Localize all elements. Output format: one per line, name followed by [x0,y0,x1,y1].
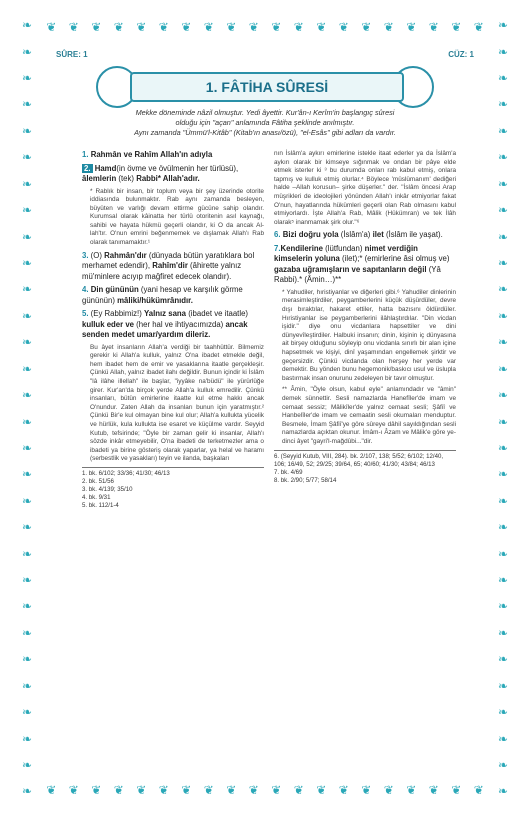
verse-bold: nimet verdiğin kimselerin yoluna [274,243,418,264]
left-border-ornament: ❧ ❧ ❧ ❧ ❧ ❧ ❧ ❧ ❧ ❧ ❧ ❧ ❧ ❧ ❧ ❧ ❧ ❧ ❧ ❧ ❧ ❧ ❧ ❧ ❧ ❧ ❧ ❧ ❧ ❧ [21,18,33,799]
right-column [274,150,456,485]
right-border-ornament: ❧ ❧ ❧ ❧ ❧ ❧ ❧ ❧ ❧ ❧ ❧ ❧ ❧ ❧ ❧ ❧ ❧ ❧ ❧ ❧ ❧ ❧ ❧ ❧ ❧ ❧ ❧ ❧ ❧ ❧ [497,18,509,799]
sura-title-box [130,72,404,102]
verse-text: (in övme ve övülmenin her türlüsü), [116,163,239,173]
verse-text: (İslâm'a) [338,230,373,240]
bottom-border-ornament: ❦ ❦ ❦ ❦ ❦ ❦ ❦ ❦ ❦ ❦ ❦ ❦ ❦ ❦ ❦ ❦ ❦ ❦ ❦ ❦ [46,783,484,797]
verse-text: (dünyada bütün yaratıklara bol merhamet edendir), [82,250,255,271]
verse-bold: Hamd [94,163,117,173]
commentary: Bu âyet insanların Allah'a verdiği bir taahhüttür. Bilmemiz gerekir ki Allah'a kulluk, yalnız O'na ibadet etmekle değil, hem ibadet hem de emir ve yasaklarına itaatle gerçekleşir. Çünkü Allah, yalnız ibadet ilahı değildir. Bunun içindir ki İslâm "lâ ilâhe illellah" ile başlar, "iyyâke na'büdü" ile yürürlüğe girer. Kur'an'da birçok yerde Allah'a kulluk emredilir. Çünkü insanları, bütün emirlerine itaatte kul etme hakkı ancak O'nundur. Zaten Allah da insanları bunun için yaratmıştır.² Çünkü Bir'e kul olmayan bine kul olur; Allah'a kullukta yücelik ve hürlük, kula kullukta ise esaret ve küçülme vardır. Seyyid Kutub, tefsirinde; "Öyle bir zaman gelir ki insanlar, Allah'ı sözde inkâr etmeyebilir, O'na ibadeti de terketmezler ama o ibadeti ya birine gösteriş olarak yaparlar, ya helal ve haramı (serbestlik ve yasakları) teyin ve ilanda, başkaları [90,343,264,463]
footnotes-right [274,450,456,485]
verse-6 [274,230,456,241]
sura-title: 1. FÂTİHA SÛRESİ [205,79,329,95]
verse-bold: mâliki/hükümrânıdır. [117,295,193,305]
commentary: ** Âmin, "Öyle olsun, kabul eyle" anlamındadır ve "âmin" demek sünnettir. Sesli namazlarda Hanefîler'de imam ve cemaat sessiz; Mâlikîler'de yalnız cemaat sesli; Şâfiî ve Hanbelîler'de imam ve cemaatin sesli okumaları menduptur. Besmele, İmam Şâfiî'ye göre sûreye dâhil sayıldığından sesli namazlarda açıktan okunur. İmâm-ı Âzam ve Mâlik'e göre yedinci âyet "gayri'l-mağdûbi..."dir. [282,386,456,445]
verse-4 [82,285,264,306]
juz-label: CÜZ: 1 [448,50,474,59]
verse-bold: Kendilerine [280,243,323,253]
intro-line: Mekke döneminde nâzil olmuştur. Yedi âyettir. Kur'ân-ı Kerîm'in başlangıç sûresi [135,108,395,117]
verse-text: (yani hesap ve karşılık görme gününün) [82,285,243,305]
footnote: 3. bk. 4/139; 35/10 [82,485,133,493]
verse-bold: Din gününün [90,285,139,295]
footnote: 1. bk. 6/102; 33/36; 41/30; 46/13 [82,469,170,477]
commentary: * Rablık bir insan, bir toplum veya bir şey üzerinde otorite iddiasında bulunmaktır. Rab aynı zamanda besleyen, büyüten ve varlığı devam ettirme gücüne sahip olandır. Kurumsal olarak kâinatta her türlü otoritenin asıl kaynağı, sahibi ve hayata hükmü geçerli olandır, ki O da ancak Allah'tır. O'nun emrini beğenmemek ve dışlamak Allah'ı Rab olarak tanımamaktır.¹ [90,187,264,247]
verse-number: 1. [82,150,89,159]
footnote: 6. (Seyyid Kutub, VIII, 284). bk. 2/107, 138; 5/52; 6/102; 12/40, 106; 16/49, 52; 29/25; 39/64, 65; 40/60; 41/30; 43/84; 46/13 [274,452,444,468]
verse-number: 3. [82,250,89,260]
verse-bold: ilet [372,230,384,240]
verse-text: (tek) [116,174,137,183]
sura-intro [76,108,454,138]
verse-number: 4. [82,285,89,295]
verse-text: (her hal ve ihtiyacımızda) [134,319,226,329]
verse-7 [274,244,456,286]
verse-bold: Rahîm'dir [152,261,188,271]
footnote: 5. bk. 112/1-4 [82,501,119,509]
verse-text: Rahmân ve Rahîm Allah'ın adıyla [90,150,213,159]
verse-text: (Ey Rabbimiz!) [88,309,144,319]
verse-5 [82,309,264,341]
verse-bold: Yalnız sana [143,309,187,319]
verse-number: 6. [274,230,281,240]
verse-1 [82,150,264,161]
commentary: * Yahudiler, hıristiyanlar ve diğerleri gibi.⁶ Yahudiler dinlerinin merasimleştirdiler, peygamberlerini küçük düşürdüler, devre dışı bıraktılar, hakaret ettiler, hatta bazısını öldürdüler. Hıristiyanlar ise peygamberlerini ilâhlaştırdılar. "Din vicdan işidir." diye onu vicdanlara hapsettiler ve dini dünyevîleştirdiler. Halbuki insanın; dinin, kişinin iç dünyasına ait birşey olduğunu söyleyip onu vicdanla sınırlı bir alan içine hapsetmek ve kişiyi, dinî yaşamından engellemek şirktir ve geçersizdir. Çünkü vicdanda olan herşey her yerde var demektir. Bu yönden bunu hegemonik/baskıcı usul ve üslupla bastırmak insan onurunu zedeleyen bir tavır olmuştur. [282,288,456,382]
intro-line: olduğu için "açan" anlamında Fâtiha şeklinde anılmıştır. [175,118,355,127]
verse-bold: ancak senden medet umar/yardım dileriz. [82,319,248,340]
verse-bold: âlemlerin [82,174,117,183]
verse-text: (Yâ Rabbi).* (Âmin…)** [274,264,441,285]
verse-text: (ibadet ve itaatle) [186,309,249,319]
top-border-ornament: ❦ ❦ ❦ ❦ ❦ ❦ ❦ ❦ ❦ ❦ ❦ ❦ ❦ ❦ ❦ ❦ ❦ ❦ ❦ ❦ [46,20,484,34]
verse-text: (lütfundan) [322,243,365,253]
commentary: nın İslâm'a aykırı emirlerine istekle itaat ederler ya da İslâm'a aykırı olarak bir kimseye sığınmak ve ondan bir pâye elde etmek isterler ki ³ bu durumda onları rab kabul etmiş, onlara tapmış ve kulluk etmiş olurlar.⁴ Böylece 'müslümanım' dediğeri halde –Allah korusun– şirke düşerler." der. "İslâm öncesi Arap müşrikleri de ideolojileri yönünden Allah'ı inkâr etmiyorlar fakat O'nun, hayatlarında hükümleri geçerli olan Rab olmasını kabul etmiyorlardı. İşte Allah'a Rab, Mâlik (Hükümran) ve tek İlâh olarak⁵ inanmamak şirk olur."⁶ [274,150,456,226]
footnote: 8. bk. 2/90; 5/77; 58/14 [274,476,337,484]
footnote: 4. bk. 9/31 [82,493,111,501]
verse-2 [82,164,264,185]
verse-text: (ilet);* (emirlerine âsi olmuş ve) [339,254,450,264]
verse-number: 2. [84,163,91,173]
page-header [56,50,474,64]
verse-number: 5. [82,309,89,319]
verse-bold: Rahmân'dır [104,250,147,260]
sura-label: SÛRE: 1 [56,50,88,59]
verse-number: 7. [274,243,281,253]
verse-3 [82,251,264,283]
intro-line: Aynı zamanda "Ümmü'l-Kitâb" (Kitab'ın anası/özü), "el-Esâs" gibi adları da vardır. [134,128,396,137]
verse-text: (O) [88,250,105,260]
verse-text: (İslâm ile yaşat). [383,230,443,240]
verse-bold: gazaba uğramışların ve sapıtanların değil [274,264,427,274]
footnotes-left [82,467,264,510]
verse-text: (âhirette yalnız mü'minlere acıyıp mağfiret edecek olandır). [82,261,242,281]
footnote: 7. bk. 4/69 [274,468,303,476]
verse-bold: kulluk eder ve [82,319,135,329]
verse-bold: Rabbi* Allah'adır. [136,174,200,183]
verse-bold: Bizi doğru yola [282,230,339,240]
left-column [82,150,264,510]
footnote: 2. bk. 51/56 [82,477,114,485]
